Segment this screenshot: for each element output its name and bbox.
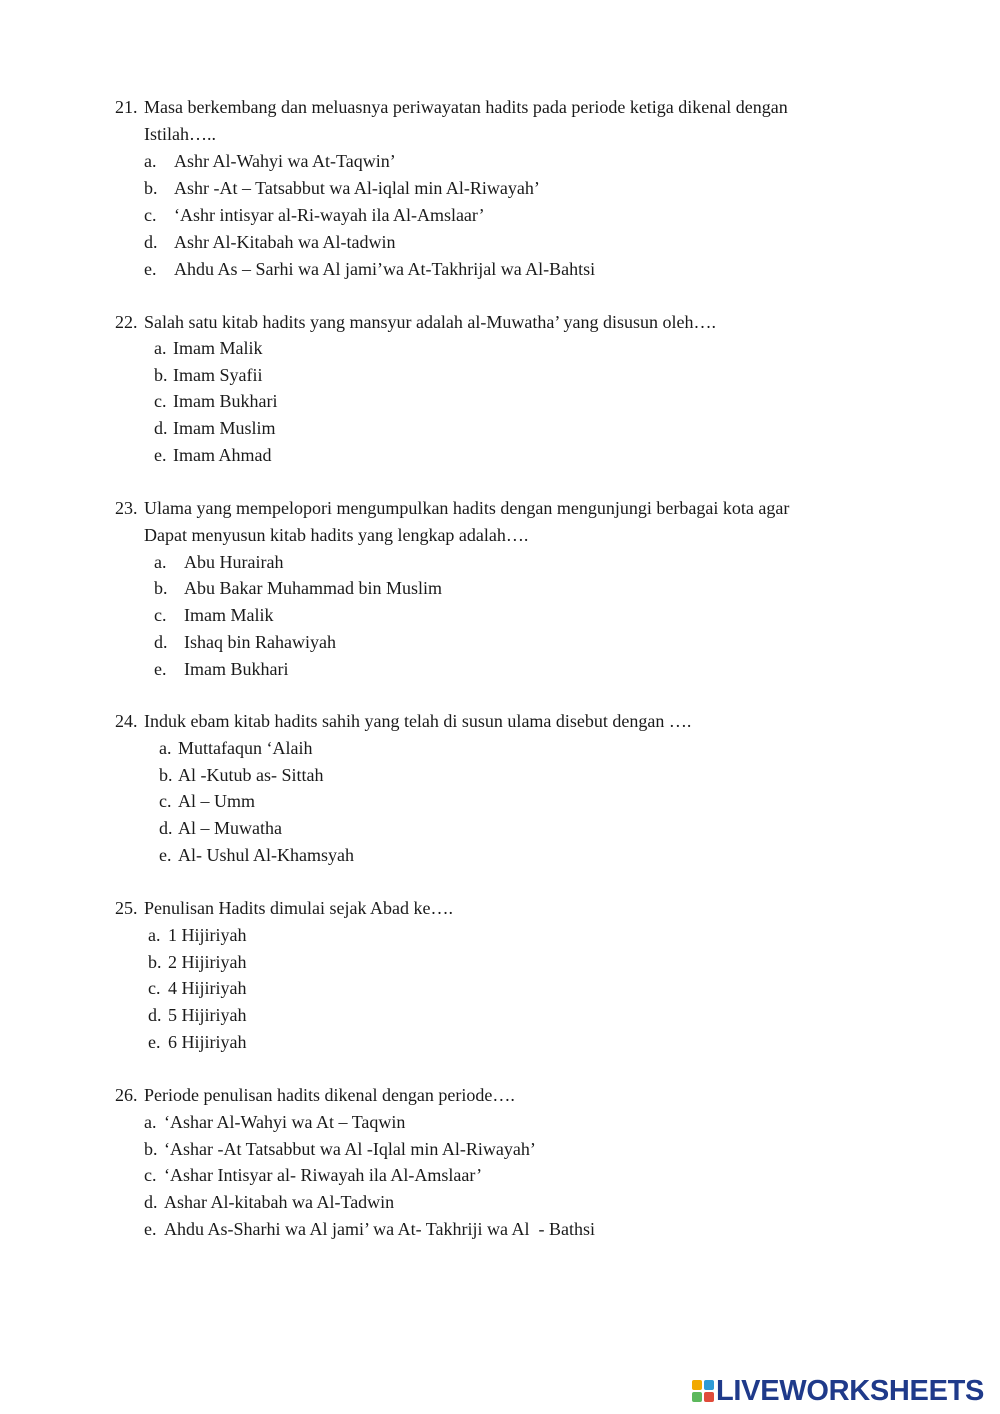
option-text: Ahdu As-Sharhi wa Al jami’ wa At- Takhriji wa Al - Bathsi [164,1219,596,1239]
option-text: Ishaq bin Rahawiyah [184,632,336,652]
option-letter: c. [144,1165,157,1185]
option-text: 1 Hijiriyah [168,925,247,945]
option-letter: c. [154,605,167,625]
question-stem-line: Salah satu kitab hadits yang mansyur adalah al-Muwatha’ yang disusun oleh…. [144,312,717,332]
option-text: Imam Bukhari [173,391,278,411]
question-number: 22. [115,312,138,332]
question-stem-line: Penulisan Hadits dimulai sejak Abad ke…. [144,898,453,918]
option-text: Imam Malik [184,605,274,625]
option-letter: e. [154,659,167,679]
option-text: 6 Hijiriyah [168,1032,247,1052]
option-letter: b. [148,952,162,972]
question-number: 26. [115,1085,138,1105]
option-text: Abu Hurairah [184,552,284,572]
question-stem-line: Ulama yang mempelopori mengumpulkan hadits dengan mengunjungi berbagai kota agar [144,498,790,518]
question-number: 25. [115,898,138,918]
option-letter: d. [154,632,168,652]
option-text: ‘Ashar Intisyar al- Riwayah ila Al-Amslaar’ [164,1165,483,1185]
question-stem-line: Istilah….. [144,124,216,144]
option-letter: c. [154,391,167,411]
option-text: Ashar Al-kitabah wa Al-Tadwin [164,1192,395,1212]
option-letter: a. [148,925,161,945]
option-letter: b. [144,178,158,198]
option-text: Imam Syafii [173,365,263,385]
option-letter: a. [159,738,172,758]
option-letter: e. [159,845,172,865]
option-text: Imam Muslim [173,418,276,438]
option-text: Ashr Al-Kitabah wa Al-tadwin [174,232,396,252]
option-letter: d. [144,232,158,252]
option-text: ‘Ashr intisyar al-Ri-wayah ila Al-Amslaar’ [174,205,485,225]
question-stem-line: Induk ebam kitab hadits sahih yang telah di susun ulama disebut dengan …. [144,711,692,731]
option-text: Imam Malik [173,338,263,358]
liveworksheets-logo-icon [692,1380,714,1402]
option-text: Ashr -At – Tatsabbut wa Al-iqlal min Al-Riwayah’ [174,178,540,198]
option-text: Al -Kutub as- Sittah [178,765,324,785]
option-letter: d. [148,1005,162,1025]
option-text: ‘Ashar Al-Wahyi wa At – Taqwin [164,1112,406,1132]
option-text: Al – Muwatha [178,818,282,838]
option-text: Abu Bakar Muhammad bin Muslim [184,578,442,598]
option-letter: e. [144,1219,157,1239]
option-letter: d. [144,1192,158,1212]
option-letter: d. [154,418,168,438]
option-text: Al – Umm [178,791,256,811]
logo-text: LIVEWORKSHEETS [716,1375,985,1407]
question-number: 21. [115,97,138,117]
option-text: Al- Ushul Al-Khamsyah [178,845,354,865]
question-stem-line: Dapat menyusun kitab hadits yang lengkap adalah…. [144,525,529,545]
option-letter: c. [159,791,172,811]
option-letter: b. [144,1139,158,1159]
option-letter: b. [154,578,168,598]
question-stem-line: Masa berkembang dan meluasnya periwayatan hadits pada periode ketiga dikenal dengan [144,97,788,117]
option-text: Ashr Al-Wahyi wa At-Taqwin’ [174,151,396,171]
liveworksheets-logo[interactable] [692,1376,988,1406]
option-letter: d. [159,818,173,838]
option-letter: a. [144,1112,157,1132]
question-number: 23. [115,498,138,518]
option-text: Ahdu As – Sarhi wa Al jami’wa At-Takhrijal wa Al-Bahtsi [174,259,596,279]
option-letter: a. [144,151,157,171]
option-letter: e. [144,259,157,279]
option-text: 4 Hijiriyah [168,978,247,998]
option-text: Imam Bukhari [184,659,289,679]
option-letter: a. [154,338,167,358]
option-letter: c. [148,978,161,998]
option-letter: c. [144,205,157,225]
option-letter: e. [148,1032,161,1052]
option-letter: e. [154,445,167,465]
option-letter: b. [154,365,168,385]
question-stem-line: Periode penulisan hadits dikenal dengan periode…. [144,1085,515,1105]
option-letter: b. [159,765,173,785]
option-text: ‘Ashar -At Tatsabbut wa Al -Iqlal min Al-Riwayah’ [164,1139,536,1159]
option-text: Muttafaqun ‘Alaih [178,738,313,758]
question-number: 24. [115,711,138,731]
option-text: Imam Ahmad [173,445,272,465]
option-text: 5 Hijiriyah [168,1005,247,1025]
option-letter: a. [154,552,167,572]
option-text: 2 Hijiriyah [168,952,247,972]
